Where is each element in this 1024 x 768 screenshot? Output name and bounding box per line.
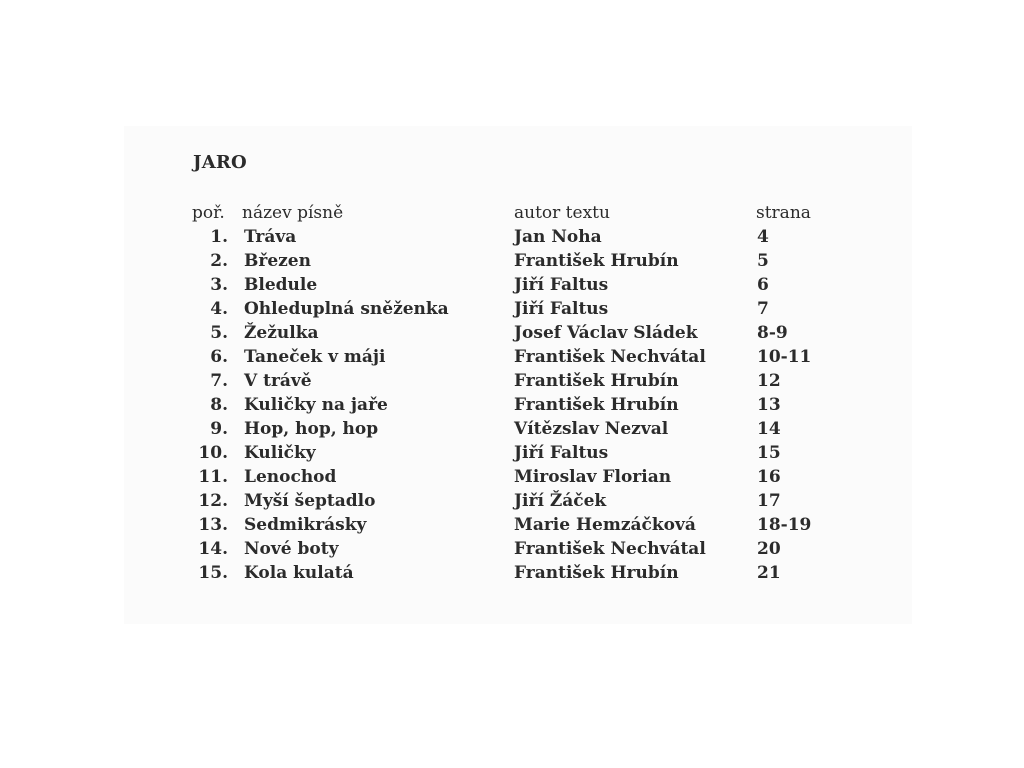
- song-author: František Hrubín: [514, 251, 679, 271]
- table-row: [0, 393, 1024, 417]
- song-title: V trávě: [244, 371, 312, 391]
- song-author: František Hrubín: [514, 371, 679, 391]
- table-row: [0, 489, 1024, 513]
- song-number: 14.: [198, 539, 228, 559]
- table-row: [0, 513, 1024, 537]
- song-page: 8-9: [757, 323, 788, 343]
- header-author: autor textu: [514, 203, 610, 223]
- song-author: Jiří Faltus: [514, 443, 609, 463]
- song-page: 14: [757, 419, 781, 439]
- table-header: [0, 201, 1024, 225]
- song-number: 8.: [210, 395, 228, 415]
- song-title: Březen: [244, 251, 311, 271]
- song-title: Kola kulatá: [244, 563, 354, 583]
- song-number: 10.: [198, 443, 228, 463]
- table-row: [0, 537, 1024, 561]
- song-author: Jiří Faltus: [514, 299, 609, 319]
- table-row: [0, 465, 1024, 489]
- header-page: strana: [756, 203, 811, 223]
- song-title: Žežulka: [244, 323, 319, 343]
- song-title: Taneček v máji: [244, 347, 386, 367]
- song-title: Tráva: [244, 227, 297, 247]
- song-author: František Hrubín: [514, 395, 679, 415]
- song-page: 5: [757, 251, 769, 271]
- table-row: [0, 441, 1024, 465]
- song-number: 3.: [210, 275, 228, 295]
- song-title: Bledule: [244, 275, 318, 295]
- song-page: 4: [757, 227, 769, 247]
- song-number: 13.: [198, 515, 228, 535]
- song-author: Marie Hemzáčková: [514, 515, 696, 535]
- song-page: 16: [757, 467, 781, 487]
- table-row: [0, 225, 1024, 249]
- song-author: Jiří Faltus: [514, 275, 609, 295]
- song-page: 15: [757, 443, 781, 463]
- song-page: 12: [757, 371, 781, 391]
- song-title: Lenochod: [244, 467, 337, 487]
- song-title: Ohleduplná sněženka: [244, 299, 449, 319]
- section-title: JARO: [193, 152, 247, 173]
- song-number: 12.: [198, 491, 228, 511]
- song-page: 17: [757, 491, 781, 511]
- header-number: poř.: [192, 203, 225, 223]
- song-author: František Nechvátal: [514, 347, 706, 367]
- table-row: [0, 297, 1024, 321]
- song-author: František Nechvátal: [514, 539, 706, 559]
- song-author: Jiří Žáček: [514, 491, 607, 511]
- table-row: [0, 273, 1024, 297]
- song-page: 6: [757, 275, 769, 295]
- song-title: Sedmikrásky: [244, 515, 367, 535]
- song-author: Miroslav Florian: [514, 467, 672, 487]
- table-row: [0, 561, 1024, 585]
- song-title: Kuličky na jaře: [244, 395, 388, 415]
- song-page: 13: [757, 395, 781, 415]
- song-number: 5.: [210, 323, 228, 343]
- song-author: František Hrubín: [514, 563, 679, 583]
- table-row: [0, 321, 1024, 345]
- song-page: 7: [757, 299, 769, 319]
- song-title: Kuličky: [244, 443, 316, 463]
- table-row: [0, 249, 1024, 273]
- song-title: Hop, hop, hop: [244, 419, 379, 439]
- song-number: 6.: [210, 347, 228, 367]
- song-page: 21: [757, 563, 781, 583]
- song-number: 2.: [210, 251, 228, 271]
- table-row: [0, 369, 1024, 393]
- song-number: 15.: [198, 563, 228, 583]
- table-row: [0, 417, 1024, 441]
- song-number: 11.: [198, 467, 228, 487]
- song-title: Myší šeptadlo: [244, 491, 376, 511]
- song-title: Nové boty: [244, 539, 339, 559]
- song-page: 18-19: [757, 515, 812, 535]
- header-title: název písně: [242, 203, 344, 223]
- song-number: 1.: [210, 227, 228, 247]
- song-author: Jan Noha: [514, 227, 602, 247]
- song-author: Josef Václav Sládek: [514, 323, 698, 343]
- table-row: [0, 345, 1024, 369]
- song-page: 10-11: [757, 347, 812, 367]
- song-number: 9.: [210, 419, 228, 439]
- song-page: 20: [757, 539, 781, 559]
- song-number: 4.: [210, 299, 228, 319]
- song-author: Vítězslav Nezval: [514, 419, 669, 439]
- song-number: 7.: [210, 371, 228, 391]
